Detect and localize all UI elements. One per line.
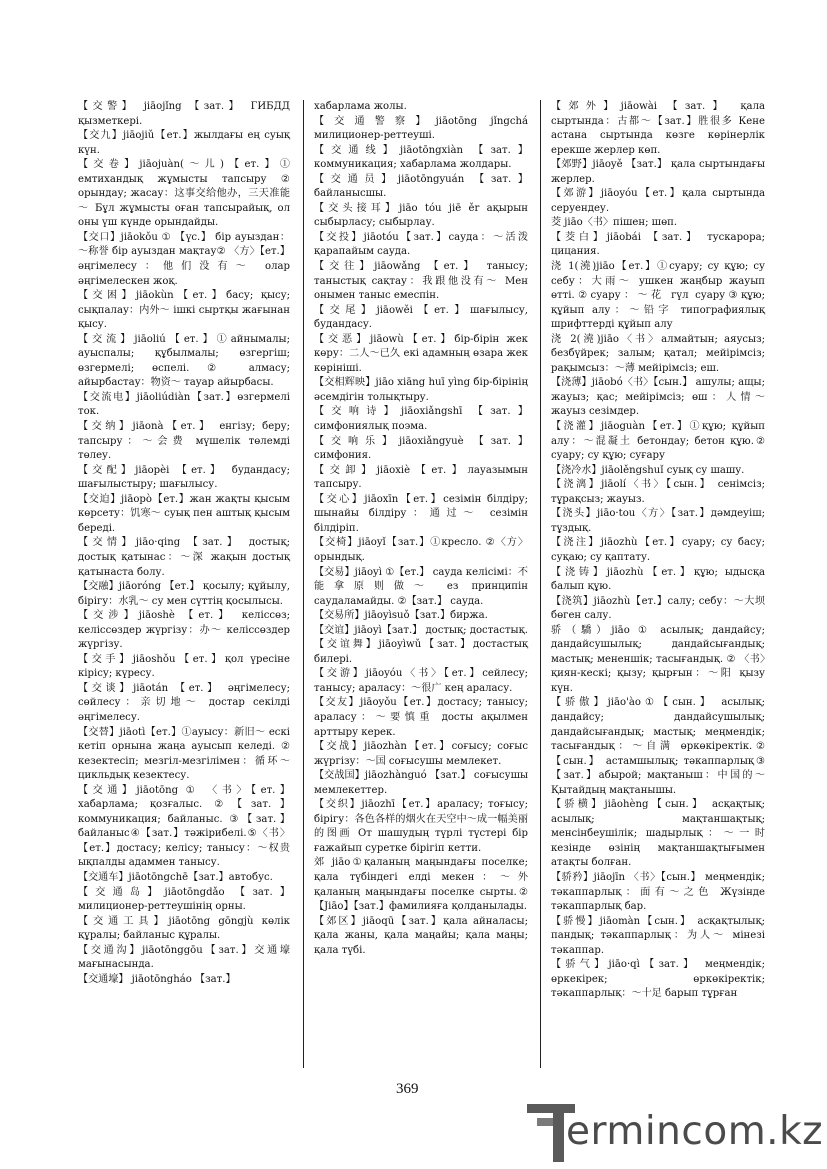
dictionary-entry: 【骄矜】jiāojīn 〈书〉【сын.】 меңмендік; тәкаппарлық：面有～之色 Жүзінде тәкаппарлық бар. xyxy=(551,871,765,913)
dictionary-column-1 xyxy=(78,100,290,987)
dictionary-entry: 【浇灌】jiāoguàn【ет.】①құю; құйып алу：～混凝土 бетондау; бетон құю.② суару; су құю; суғару xyxy=(551,421,765,462)
column-divider xyxy=(303,100,304,1068)
dictionary-entry: 【郊野】jiāoyě 【зат.】 қала сыртындағы жерлер. xyxy=(551,159,765,185)
dictionary-entry: 【交九】jiāojiǔ【ет.】жылдағы ең суық күн. xyxy=(78,130,290,156)
dictionary-entry: 【交流】jiāoliú【ет.】①айнымалы; ауыспалы; құбылмалы; өзгергіш; өзгермелі; өспелі. ② алмасу; айырбастау：物资～ тауар айырбасы. xyxy=(78,333,290,389)
watermark-text: ermincom.kz xyxy=(566,1109,824,1154)
dictionary-entry: 【骄慢】jiāomàn【сын.】 асқақтылық; пандық; тәкаппарлық：为人～ мінезі тәкаппар. xyxy=(551,915,765,956)
column-divider xyxy=(540,100,541,1068)
dictionary-entry: 【交通警察】jiāotōng jǐngchá милиционер-реттеуші. xyxy=(314,115,528,142)
dictionary-entry: 【交卸】jiāoxiè【ет.】лауазымын тапсыру. xyxy=(314,464,528,491)
dictionary-entry: 【交恶】jiāowù【ет.】бір-бірін жек көру：二人～已久 екі адамның өзара жек көрініші. xyxy=(314,333,528,374)
dictionary-entry: 【交相辉映】jiāo xiāng huī yìng бір-бірінің әсемдігін толықтыру. xyxy=(314,377,528,403)
dictionary-entry: 郊 jiāo①қаланың маңындағы поселке; қала түбіндегі елді мекен：～外 қаланың маңындағы поселке сырты.② 【Jiāo】【зат.】фамилияға қолданылады. xyxy=(314,857,528,913)
dictionary-entry: 【交通员】jiāotōngyuán 【зат.】 байланысшы. xyxy=(314,173,528,200)
dictionary-entry: 骄（驕）jiāo ① асылық; дандайсу; дандайсушылық; дандайсығандық; мастық; мененшік; тасығандық. ② 〈书〉қиян-кескі; қызу; қырғын：～阳 қызу күн. xyxy=(551,624,765,694)
dictionary-entry: 【交谈】jiāotán 【ет.】 әңгімелесу; сөйлесу：亲切地～ достар секілді әңгімелесу. xyxy=(78,682,290,723)
dictionary-entry: 【交通岛】jiāotōngdǎo 【зат.】 милиционер-реттеушінің орны. xyxy=(78,886,290,913)
dictionary-entry: 【交迫】jiāopò【ет.】жан жақты қысым көрсету：饥寒～ суық пен аштық қысым береді. xyxy=(78,493,290,534)
dictionary-entry: 【交通】jiāotōng ① 〈书〉【ет.】 хабарлама; қозғалыс. ②【зат.】 коммуникация; байланыс. ③【зат.】 байланыс④【зат.】тәжірибелі.⑤〈书〉【ет.】достасу; келісу; танысу：～权贵 ықпалды адаммен танысу. xyxy=(78,784,290,869)
dictionary-entry: хабарлама жолы. xyxy=(314,101,407,112)
dictionary-entry: 【交融】jiāoróng 【ет.】 қосылу; құйылу, бірігу：水乳～ су мен сүттің қосылысы. xyxy=(78,581,290,607)
dictionary-entry: 【茭白】jiāobái 【зат.】 тускарора; цицания. xyxy=(551,231,765,258)
dictionary-entry: 【交配】jiāopèi 【ет.】 будандасу; шағылыстыру; шағылысу. xyxy=(78,464,290,491)
dictionary-entry: 【浇薄】jiāobó〈书〉【сын.】 ашулы; ащы; жауыз; қас; мейірімсіз; өш：人情～ жауыз сезімдер. xyxy=(551,377,765,418)
page-number: 369 xyxy=(396,1081,419,1097)
dictionary-entry: 【交尾】jiāowěi【ет.】шағылысу, будандасу. xyxy=(314,304,528,331)
dictionary-entry: 【交通沟】jiāotōnggōu【зат.】交通壕 мағынасында. xyxy=(78,944,290,971)
dictionary-entry: 【交替】jiāotì【ет.】①ауысу：新旧～ ескі кетіп орнына жаңа ауысып келеді. ② кезектесіп; мезгіл-мезгілімен：循环～ цикльдық кезектесу. xyxy=(78,726,290,782)
dictionary-entry: 【交困】jiāokùn【ет.】басу; қысу; сықпалау：内外～ ішкі сыртқы жағынан қысу. xyxy=(78,290,290,331)
dictionary-entry: 【骄横】jiāohèng【сын.】 асқақтық; асылық; мақтаншақтық; менсінбеушілік; шадырлық：～一时 кезінде өзінің мақтаншақтығымен атақты болған. xyxy=(551,799,765,869)
dictionary-entry: 【交游】jiāoyóu〈书〉【ет.】сейлесу; танысу; араласу：～很广 кең араласу. xyxy=(314,668,528,694)
dictionary-entry: 【交友】jiāoyǒu【ет.】достасу; танысу; араласу：～要慎重 досты ақылмен арттыру керек. xyxy=(314,697,528,738)
dictionary-entry: 【交通线】jiāotōngxiàn 【зат.】 коммуникация; хабарлама жолдары. xyxy=(314,144,528,171)
dictionary-entry: 【交口】jiāokǒu ① 【үс.】 бір ауыздан：～称誉 бір ауыздан мақтау② 〈方〉【ет.】 әңгімелесу：他们没有～ олар әңгімелескен жоқ. xyxy=(78,231,290,287)
dictionary-entry: 【交谊】jiāoyì【зат.】 достық; достастық. xyxy=(314,624,528,636)
dictionary-column-2 xyxy=(314,100,528,958)
dictionary-entry: 【交心】jiāoxīn【ет.】сезімін білдіру; шынайы білдіру：通过～ сезімін білдіріп. xyxy=(314,493,528,534)
dictionary-entry: 【交易】jiāoyì ①【ет.】 сауда келісімі：不能拿原则做～ ез принципін саудаламайды. ②【зат.】 сауда. xyxy=(314,566,528,607)
dictionary-entry: 浇 2(澆)jiāo〈书〉алмайтын; аяусыз; безбүйрек; залым; қатал; мейірімсіз; рақымсыз：～薄 мейірімсіз; еш. xyxy=(551,333,765,374)
dictionary-entry: 【交椅】jiāoyǐ【зат.】①кресло. ②〈方〉орындық. xyxy=(314,537,528,563)
dictionary-entry: 浇 1(澆)jiāo【ет.】①суару; су құю; су себу：大雨～ ушкен жаңбыр жауып өтті.②суару：～花 гүл суару③құю; құйып алу：～铅字 типографиялық шрифттерді құйып алу xyxy=(551,261,765,331)
dictionary-entry: 【郊区】jiāoqū【зат.】қала айналасы; қала жаны, қала маңайы; қала маңы; қала түбі. xyxy=(314,915,528,956)
dictionary-entry: 【交卷】jiāojuàn(～儿)【ет.】① емтихандық жұмысты тапсыру ② орындау; жасау：这事交给他办，三天准能～ Бұл жұмысты оған тапсырайық, ол оны үш күнде орындайды. xyxy=(78,159,290,229)
dictionary-entry: 【交通壕】 jiāotōngháo 【зат.】 xyxy=(78,973,236,985)
dictionary-entry: 【交织】jiāozhī【ет.】араласу; тоғысу; бірігу：各色各样的烟火在天空中～成一幅美丽的图画 От шашудың түрлі түстері бір ғажайып суретке бірігіп кетти. xyxy=(314,799,528,854)
dictionary-entry: 【交响诗】jiāoxiǎngshī 【зат.】 симфониялық поэма. xyxy=(314,406,528,433)
dictionary-entry: 【交手】jiāoshǒu【ет.】қол үресіне кірісу; күресу. xyxy=(78,653,290,680)
dictionary-entry: 【交战国】jiāozhànguó 【зат.】 соғысушы мемлекеттер. xyxy=(314,770,528,796)
dictionary-entry: 【浇头】jiāo·tou〈方〉【зат.】дәмдеуіш; тұздық. xyxy=(551,508,765,534)
dictionary-entry: 【交纳】jiāonà【ет.】 енгізу; беру; тапсыру：～会费 мүшелік төлемді төлеу. xyxy=(78,421,290,462)
dictionary-entry: 【浇漓】jiāolí〈书〉【сын.】 сенімсіз; тұрақсыз; жауыз. xyxy=(551,479,765,505)
dictionary-entry: 【浇铸】jiāozhù【ет.】құю; ыдысқа балып құю. xyxy=(551,566,765,593)
dictionary-entry: 【浇注】jiāozhù【ет.】суару; су басу; суқаю; су қаптату. xyxy=(551,537,765,563)
dictionary-column-3 xyxy=(551,100,765,1002)
dictionary-entry: 【交投】jiāotóu【зат.】сауда：～活泼 қарапайым сауда. xyxy=(314,231,528,258)
dictionary-entry: 【交头接耳】jiāo tóu jiē ěr ақырын сыбырласу; сыбырлау. xyxy=(314,202,528,229)
dictionary-entry: 【交警】 jiāojǐng 【зат.】 ГИБДД қызметкері. xyxy=(78,101,290,127)
dictionary-entry: 【浇冷水】jiāolěngshuǐ суық су шашу. xyxy=(551,464,745,476)
dictionary-entry: 【交谊舞】jiāoyìwǔ【зат.】достастық билері. xyxy=(314,639,528,665)
dictionary-entry: 【郊游】jiāoyóu【ет.】қала сыртында серуендеу. xyxy=(551,188,765,214)
dictionary-entry: 【交通工具】jiāotōng gōngjù көлік құралы; байланыс құралы. xyxy=(78,915,290,942)
dictionary-entry: 【交战】jiāozhàn【ет.】соғысу; соғыс жүргізу：～国 соғысушы мемлекет. xyxy=(314,741,528,767)
dictionary-entry: 【浇筑】jiāozhù【ет.】салу; себу：～大坝 бөген салу. xyxy=(551,595,765,622)
dictionary-entry: 【交流电】jiāoliúdiàn【зат.】өзгермелі ток. xyxy=(78,391,290,418)
dictionary-entry: 茭 jiāo〈书〉пішен; шөп. xyxy=(551,217,678,229)
dictionary-entry: 【骄傲】jiāo'ào①【сын.】 асылық; дандайсу; дандайсушылық; дандайсығандық; мастық; меңмендік; тасығандық：～自满 өркөкіректік.② 【сын.】 астамшылық; тәкаппарлық③ 【зат.】абырой; мақтаныш：中国的～ Қытайдың мақтанышы. xyxy=(551,697,765,796)
dictionary-entry: 【交响乐】jiāoxiǎngyuè 【зат.】 симфония. xyxy=(314,435,528,462)
dictionary-entry: 【交涉】jiāoshè 【ет.】 келіссөз; келіссөздер жүргізу：办～ келіссөздер жүргізу. xyxy=(78,610,290,651)
dictionary-entry: 【骄气】jiāo·qì【зат.】 меңмендік; өркекірек; өркөкіректік; тәкаппарлық：～十足 барып тұрған xyxy=(551,959,765,1000)
dictionary-entry: 【交往】jiāowǎng 【ет.】 танысу; таныстық сақтау：我跟他没有～ Мен онымен таныс емеспін. xyxy=(314,261,528,302)
dictionary-entry: 【交情】jiāo·qing 【зат.】 достық; достық қатынас：～深 жақын достық қатынаста болу. xyxy=(78,537,290,578)
dictionary-entry: 【交易所】jiāoyìsuǒ【зат.】биржа. xyxy=(314,610,488,622)
dictionary-entry: 【郊外】jiāowài 【зат.】 қала сыртында：古都～【зат.】胜很多 Кене астана сыртында көзге көрінерлік ерекше жерлер көп. xyxy=(551,101,765,156)
dictionary-entry: 【交通车】jiāotōngchē【зат.】автобус. xyxy=(78,871,273,883)
